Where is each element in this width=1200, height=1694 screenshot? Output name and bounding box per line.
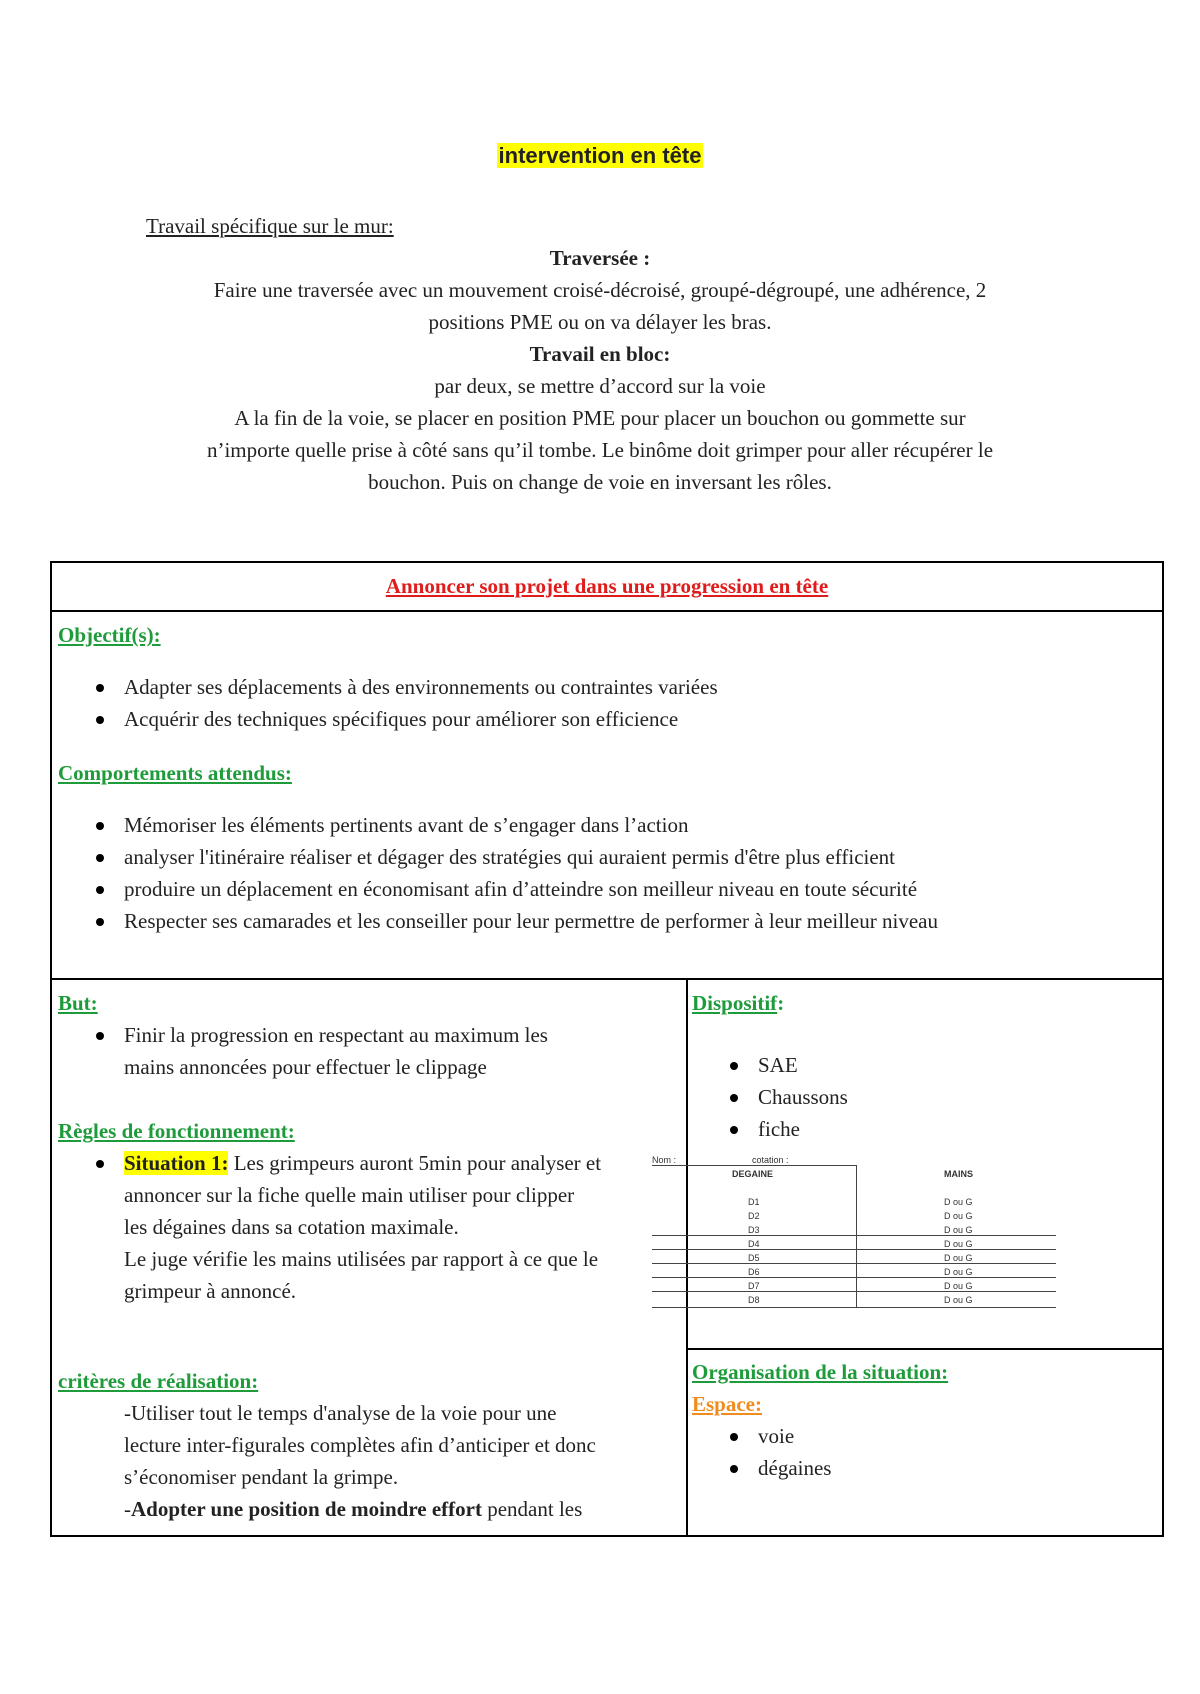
bloc-line: par deux, se mettre d’accord sur la voie bbox=[434, 374, 766, 398]
objectifs-list bbox=[58, 671, 1158, 735]
but-line: Finir la progression en respectant au maximum les bbox=[124, 1023, 548, 1047]
fiche-row-line bbox=[652, 1307, 1056, 1308]
list-item: Adapter ses déplacements à des environnements ou contraintes variées bbox=[58, 671, 1158, 703]
fiche-row-line bbox=[652, 1249, 1056, 1250]
fiche-row-line bbox=[652, 1165, 856, 1166]
comportements-list bbox=[58, 809, 1158, 937]
page-title-text: intervention en tête bbox=[498, 143, 702, 168]
objectifs-section bbox=[58, 619, 1158, 937]
organisation-section bbox=[692, 1356, 1162, 1484]
fiche-col-mains: MAINS bbox=[944, 1169, 973, 1179]
criteres-line: -Utiliser tout le temps d'analyse de la voie pour une bbox=[124, 1401, 557, 1425]
espace-list bbox=[692, 1420, 1162, 1484]
list-item: produire un déplacement en économisant afin d’atteindre son meilleur niveau en toute sécurité bbox=[58, 873, 1158, 905]
criteres-rest: pendant les bbox=[481, 1497, 583, 1521]
list-item bbox=[58, 1147, 686, 1307]
situation-line: Les grimpeurs auront 5min pour analyser et bbox=[228, 1151, 602, 1175]
objectifs-heading: Objectif(s): bbox=[58, 623, 161, 647]
fiche-row-left: D3 bbox=[748, 1225, 760, 1235]
but-list bbox=[58, 1019, 686, 1083]
fiche-row-line bbox=[652, 1263, 1056, 1264]
list-item: Respecter ses camarades et les conseiller pour leur permettre de performer à leur meilleur niveau bbox=[58, 905, 1158, 937]
fiche-row-right: D ou G bbox=[944, 1253, 973, 1263]
row-divider bbox=[52, 978, 1162, 980]
but-heading: But: bbox=[58, 991, 98, 1015]
activity-table bbox=[50, 561, 1164, 1537]
traversee-line: Faire une traversée avec un mouvement croisé-décroisé, groupé-dégroupé, une adhérence, 2 bbox=[213, 278, 987, 302]
list-item bbox=[58, 1019, 686, 1083]
dispositif-heading bbox=[692, 987, 1162, 1019]
list-item: Chaussons bbox=[692, 1081, 1162, 1113]
fiche-cotation-label: cotation : bbox=[752, 1155, 789, 1165]
dispositif-heading-text: Dispositif bbox=[692, 991, 778, 1015]
situation-line: annoncer sur la fiche quelle main utiliser pour clipper bbox=[124, 1183, 575, 1207]
situation-label: Situation 1: bbox=[124, 1151, 229, 1175]
fiche-row-right: D ou G bbox=[944, 1225, 973, 1235]
situation-line: les dégaines dans sa cotation maximale. bbox=[124, 1215, 459, 1239]
fiche-row-left: D6 bbox=[748, 1267, 760, 1277]
dispositif-list bbox=[692, 1049, 1162, 1145]
fiche-column-line bbox=[856, 1165, 857, 1307]
fiche-row-line bbox=[652, 1277, 1056, 1278]
right-row-divider bbox=[688, 1348, 1164, 1350]
list-item: analyser l'itinéraire réaliser et dégager des stratégies qui auraient permis d'être plus efficient bbox=[58, 841, 1158, 873]
situation-line: grimpeur à annoncé. bbox=[124, 1279, 297, 1303]
comportements-heading: Comportements attendus: bbox=[58, 761, 292, 785]
list-item: voie bbox=[692, 1420, 1162, 1452]
dispositif-colon: : bbox=[777, 991, 785, 1015]
regles-list bbox=[58, 1147, 686, 1307]
list-item: Mémoriser les éléments pertinents avant de s’engager dans l’action bbox=[58, 809, 1158, 841]
criteres-line bbox=[124, 1493, 686, 1525]
left-column bbox=[58, 987, 686, 1525]
list-item: fiche bbox=[692, 1113, 1162, 1145]
criteres-heading: critères de réalisation: bbox=[58, 1369, 259, 1393]
but-line: mains annoncées pour effectuer le clippage bbox=[124, 1055, 487, 1079]
bloc-line: n’importe quelle prise à côté sans qu’il tombe. Le binôme doit grimper pour aller récupérer le bbox=[206, 438, 994, 462]
fiche-row-left: D2 bbox=[748, 1211, 760, 1221]
traversee-line: positions PME ou on va délayer les bras. bbox=[428, 310, 772, 334]
fiche-row-line bbox=[652, 1235, 1056, 1236]
organisation-heading: Organisation de la situation: bbox=[692, 1360, 949, 1384]
fiche-row-left: D7 bbox=[748, 1281, 760, 1291]
criteres-bold: Adopter une position de moindre effort bbox=[131, 1497, 482, 1521]
criteres-line: lecture inter-figurales complètes afin d’anticiper et donc bbox=[124, 1433, 596, 1457]
bloc-heading: Travail en bloc: bbox=[529, 342, 671, 366]
intro-subheading: Travail spécifique sur le mur: bbox=[146, 214, 394, 238]
situation-line: Le juge vérifie les mains utilisées par rapport à ce que le bbox=[124, 1247, 599, 1271]
list-item: dégaines bbox=[692, 1452, 1162, 1484]
bloc-line: A la fin de la voie, se placer en position PME pour placer un bouchon ou gommette sur bbox=[234, 406, 966, 430]
intro-section bbox=[0, 210, 1200, 498]
fiche-row-right: D ou G bbox=[944, 1281, 973, 1291]
criteres-block bbox=[58, 1397, 686, 1525]
fiche-row-left: D4 bbox=[748, 1239, 760, 1249]
fiche-row-right: D ou G bbox=[944, 1295, 973, 1305]
espace-heading: Espace: bbox=[692, 1392, 762, 1416]
regles-heading: Règles de fonctionnement: bbox=[58, 1119, 295, 1143]
table-header: Annoncer son projet dans une progression en tête bbox=[52, 563, 1162, 612]
bloc-line: bouchon. Puis on change de voie en inversant les rôles. bbox=[368, 470, 832, 494]
criteres-prefix: - bbox=[124, 1497, 131, 1521]
fiche-row-right: D ou G bbox=[944, 1197, 973, 1207]
fiche-col-degaine: DEGAINE bbox=[732, 1169, 774, 1179]
list-item: SAE bbox=[692, 1049, 1162, 1081]
page-title bbox=[0, 143, 1200, 169]
fiche-row-left: D5 bbox=[748, 1253, 760, 1263]
traversee-heading: Traversée : bbox=[549, 246, 651, 270]
fiche-row-right: D ou G bbox=[944, 1211, 973, 1221]
criteres-line: s’économiser pendant la grimpe. bbox=[124, 1465, 399, 1489]
fiche-row-right: D ou G bbox=[944, 1267, 973, 1277]
right-column bbox=[692, 987, 1162, 1145]
fiche-row-left: D1 bbox=[748, 1197, 760, 1207]
fiche-nom-label: Nom : bbox=[652, 1155, 677, 1165]
fiche-row-right: D ou G bbox=[944, 1239, 973, 1249]
fiche-row-line bbox=[652, 1291, 1056, 1292]
fiche-thumbnail bbox=[652, 1155, 1062, 1315]
fiche-row-left: D8 bbox=[748, 1295, 760, 1305]
list-item: Acquérir des techniques spécifiques pour améliorer son efficience bbox=[58, 703, 1158, 735]
